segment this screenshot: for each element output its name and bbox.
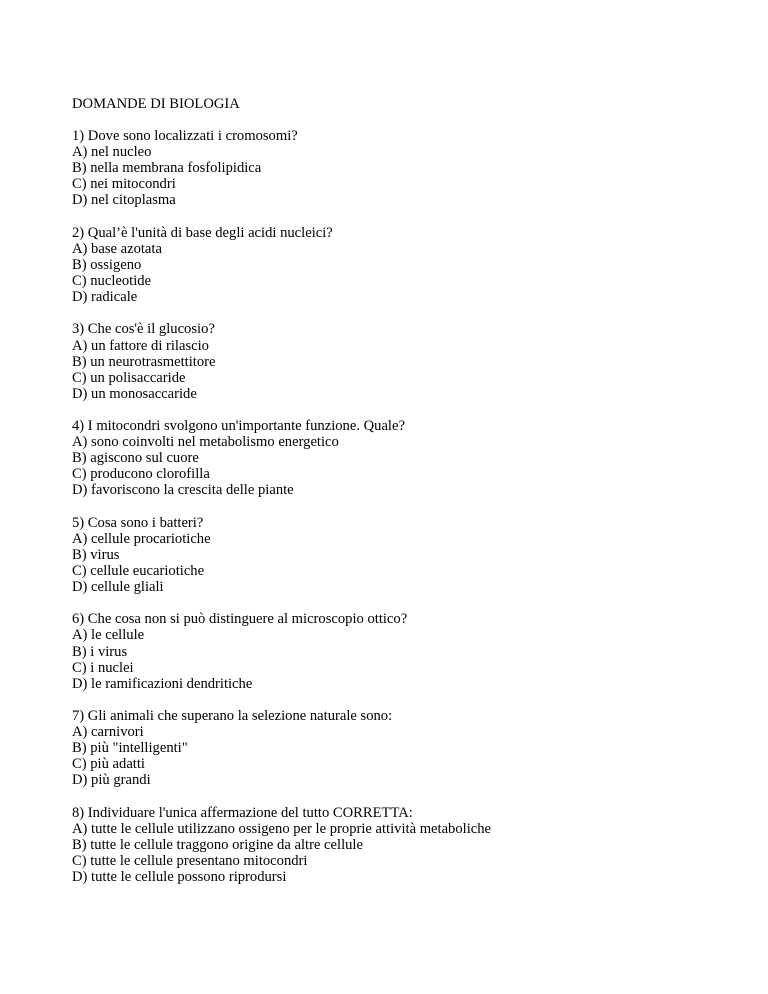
- answer-option: D) tutte le cellule possono riprodursi: [72, 869, 287, 886]
- answer-option: B) ossigeno: [72, 256, 142, 273]
- answer-option: B) tutte le cellule traggono origine da altre cellule: [72, 836, 363, 853]
- answer-option: A) base azotata: [72, 240, 162, 257]
- answer-option: D) un monosaccaride: [72, 385, 197, 402]
- answer-option: A) nel nucleo: [72, 144, 152, 161]
- question-list: [72, 128, 712, 885]
- answer-option: A) un fattore di rilascio: [72, 337, 209, 354]
- answer-option: C) un polisaccaride: [72, 369, 186, 386]
- answer-option: D) radicale: [72, 289, 138, 306]
- answer-option: B) un neurotrasmettitore: [72, 353, 216, 370]
- question-block: [72, 128, 712, 208]
- answer-option: C) cellule eucariotiche: [72, 563, 205, 579]
- answer-option: B) più "intelligenti": [72, 740, 188, 757]
- question-text: 3) Che cos'è il glucosio?: [72, 321, 215, 338]
- answer-option: D) le ramificazioni dendritiche: [72, 675, 253, 692]
- question-text: 6) Che cosa non si può distinguere al microscopio ottico?: [72, 611, 408, 628]
- answer-option: D) più grandi: [72, 772, 151, 789]
- answer-option: D) favoriscono la crescita delle piante: [72, 482, 294, 499]
- question-block: [72, 611, 712, 691]
- question-text: 4) I mitocondri svolgono un'importante funzione. Quale?: [72, 418, 405, 435]
- answer-option: C) producono clorofilla: [72, 466, 210, 483]
- question-block: [72, 225, 712, 305]
- question-block: [72, 418, 712, 498]
- answer-option: A) carnivori: [72, 724, 144, 741]
- question-text: 5) Cosa sono i batteri?: [72, 514, 204, 531]
- answer-option: D) cellule gliali: [72, 579, 164, 596]
- document-page: [72, 96, 712, 901]
- question-block: [72, 515, 712, 595]
- answer-option: B) virus: [72, 546, 120, 563]
- question-text: 1) Dove sono localizzati i cromosomi?: [72, 128, 298, 145]
- answer-option: A) tutte le cellule utilizzano ossigeno per le proprie attività metaboliche: [72, 820, 492, 837]
- answer-option: B) nella membrana fosfolipidica: [72, 160, 262, 177]
- question-text: 8) Individuare l'unica affermazione del tutto CORRETTA:: [72, 804, 413, 821]
- answer-option: B) agiscono sul cuore: [72, 450, 199, 467]
- answer-option: A) le cellule: [72, 627, 145, 644]
- answer-option: A) cellule procariotiche: [72, 530, 211, 547]
- question-text: 2) Qual’è l'unità di base degli acidi nucleici?: [72, 224, 333, 241]
- answer-option: C) i nuclei: [72, 659, 134, 676]
- question-block: [72, 321, 712, 401]
- question-block: [72, 708, 712, 788]
- answer-option: C) nucleotide: [72, 273, 152, 290]
- answer-option: C) tutte le cellule presentano mitocondri: [72, 852, 308, 869]
- answer-option: C) nei mitocondri: [72, 176, 176, 193]
- answer-option: D) nel citoplasma: [72, 192, 176, 209]
- question-text: 7) Gli animali che superano la selezione naturale sono:: [72, 708, 393, 725]
- answer-option: C) più adatti: [72, 756, 145, 773]
- answer-option: B) i virus: [72, 643, 128, 660]
- answer-option: A) sono coinvolti nel metabolismo energetico: [72, 434, 339, 451]
- question-block: [72, 805, 712, 885]
- document-title: DOMANDE DI BIOLOGIA: [72, 96, 240, 112]
